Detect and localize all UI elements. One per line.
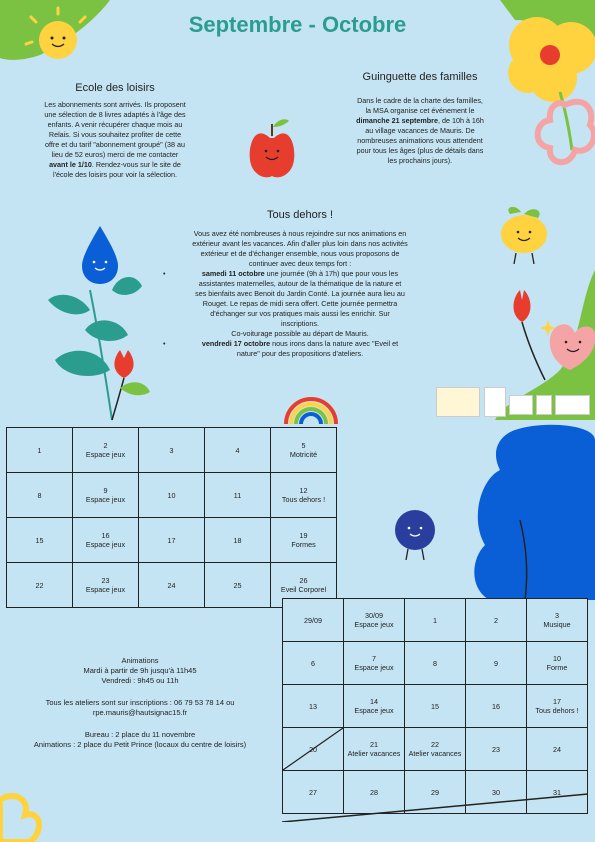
guinguette-heading: Guinguette des familles [362,71,478,83]
calendar-cell: 3 [139,428,205,473]
ecole-heading: Ecole des loisirs [75,82,155,94]
calendar-cell: 11 [205,473,271,518]
calendar-cell: 8 [7,473,73,518]
calendar-septembre [6,427,337,608]
calendar-cell: 16 [466,685,527,728]
calendar-cell: 2 [466,599,527,642]
calendar-cell: 18 [205,518,271,563]
calendar-cell: 1 [405,599,466,642]
calendar-cell: 10 [139,473,205,518]
animations-address: Animations : 2 place du Petit Prince (locaux du centre de loisirs) [33,740,247,749]
blue-blob-right [474,425,595,600]
apple-icon [250,119,295,177]
contact-email: rpe.mauris@hautsignac15.fr [92,708,188,717]
tous-dehors-heading: Tous dehors ! [266,209,334,221]
calendar-cell: 7 Espace jeux [344,642,405,685]
calendar-cell: 3 Musique [527,599,588,642]
guinguette-text: Dans le cadre de la charte des familles, la MSA organise cet événement le dimanche 21 septembre, de 10h à 16h au village vacances de Mauris. De nombreuses animations vous attendent pour tous les âges (plus de détails dans les prochains jours). [356,96,484,165]
calendar-cell: 15 [7,518,73,563]
calendar-cell: 29 [405,771,466,814]
tulip-icon-right [514,290,546,380]
calendar-cell: 4 [205,428,271,473]
partner-logo-msa [509,395,533,415]
calendar-cell: 22 Atelier vacances [405,728,466,771]
info-block [2,656,278,750]
inscriptions-text: Tous les ateliers sont sur inscriptions : 06 79 53 78 14 ou [45,698,235,707]
blueberry-icon [395,510,435,560]
calendar-cell: 30 [466,771,527,814]
bureau-address: Bureau : 2 place du 11 novembre [84,730,196,739]
calendar-row [283,728,588,771]
calendar-cell: 6 [283,642,344,685]
calendar-cell: 22 [7,563,73,608]
calendar-cell: 9 [466,642,527,685]
last-row-slash [282,792,588,822]
page-title: Septembre - Octobre [188,12,407,37]
calendar-octobre [282,598,588,814]
bullet-item-vendredi: • vendredi 17 octobre nous irons dans la nature avec "Eveil et nature" pour des propositions d'ateliers. [163,339,399,358]
partner-logos [436,387,590,417]
calendar-cell: 31 [527,771,588,814]
leaf-icon [48,277,142,420]
bullet-item-samedi: • samedi 11 octobre une journée (9h à 17h) que pour vous les assistantes maternelles, autour de la thématique de la nature et ses bienfaits avec Benoit du Jardin Conté. La journée aura lieu au Rouget. Le repas de midi sera offert. Cette journée permettra d'échanger sur vos pratiques mais aussi les enrichir. Sur inscriptions. Co-voiturage possible au départ de Mauris. [163,269,405,338]
calendar-cell: 5 Motricité [271,428,337,473]
calendar-cell: 17 [139,518,205,563]
bullet-icon: • [163,269,166,278]
calendar-cell: 19 Formes [271,518,337,563]
calendar-cell: 15 [405,685,466,728]
calendar-cell: 23 [466,728,527,771]
calendar-row [283,642,588,685]
calendar-cell: 17 Tous dehors ! [527,685,588,728]
calendar-row [283,685,588,728]
calendar-cell: 24 [139,563,205,608]
calendar-cell-crossed: 20 [283,728,344,771]
calendar-cell: 14 Espace jeux [344,685,405,728]
lemon-icon [501,207,547,264]
calendar-cell: 1 [7,428,73,473]
partner-logo-caf [484,387,506,417]
ecole-text: Les abonnements sont arrivés. Ils proposent une sélection de 8 livres adaptés à l'âge des enfants. A venir récupérer chaque mois au Relais. Si vous souhaitez profiter de cette offre et du tarif "abonnement groupé" (38 au lieu de 52 euros) merci de me contacter avant le 1/10. Rendez-vous sur le site de l'école des loisirs pour voir la sélection. [44,100,186,179]
calendar-cell: 12 Tous dehors ! [271,473,337,518]
partner-logo-relais [436,387,480,417]
calendar-cell: 23 Espace jeux [73,563,139,608]
rainbow-icon [286,399,336,424]
calendar-row [7,518,337,563]
calendar-cell: 24 [527,728,588,771]
bullet-icon: • [163,339,166,348]
calendar-cell: 13 [283,685,344,728]
partner-logo-commune [555,395,590,415]
calendar-cell: 2 Espace jeux [73,428,139,473]
calendar-cell: 27 [283,771,344,814]
calendar-cell: 16 Espace jeux [73,518,139,563]
calendar-cell: 21 Atelier vacances [344,728,405,771]
animations-horaire-vendredi: Vendredi : 9h45 ou 11h [101,676,179,685]
calendar-cell: 26 Eveil Corporel [271,563,337,608]
calendar-row [7,428,337,473]
calendar-row [283,599,588,642]
calendar-row [7,473,337,518]
calendar-cell: 30/09 Espace jeux [344,599,405,642]
tous-dehors-text: Vous avez été nombreuses à nous rejoindre sur nos animations en extérieur avant les vacances. Afin d'aller plus loin dans nos activités extérieur et de d'échanger ensemble, nous vous proposons de continuer avec deux temps fort : • samedi 11 octobre une journée (9h à 17h) que pour vous les assistantes maternelles, autour de la thématique de la nature et ses bienfaits avec Benoit du Jardin Conté. La journée aura lieu au Rouget. Le repas de midi sera offert. Cette journée permettra d'échanger sur vos pratiques mais aussi les enrichir. Sur inscriptions. Co-voiturage possible au départ de Mauris. • vendredi 17 octobre nous irons dans la nature avec "Eveil et nature" pour des propositions d'ateliers. [155,229,445,359]
calendar-cell: 10 Forme [527,642,588,685]
partner-logo-departement [536,395,552,415]
animations-horaire-mardi: Mardi à partir de 9h jusqu'à 11h45 [83,666,197,675]
calendar-cell: 29/09 [283,599,344,642]
calendar-cell: 25 [205,563,271,608]
tulip-icon-left [112,350,150,420]
calendar-cell: 28 [344,771,405,814]
calendar-cell: 9 Espace jeux [73,473,139,518]
animations-title: Animations [121,656,159,665]
water-drop-icon [82,226,118,284]
calendar-cell: 8 [405,642,466,685]
yellow-swirl-bottom-left [0,796,39,842]
